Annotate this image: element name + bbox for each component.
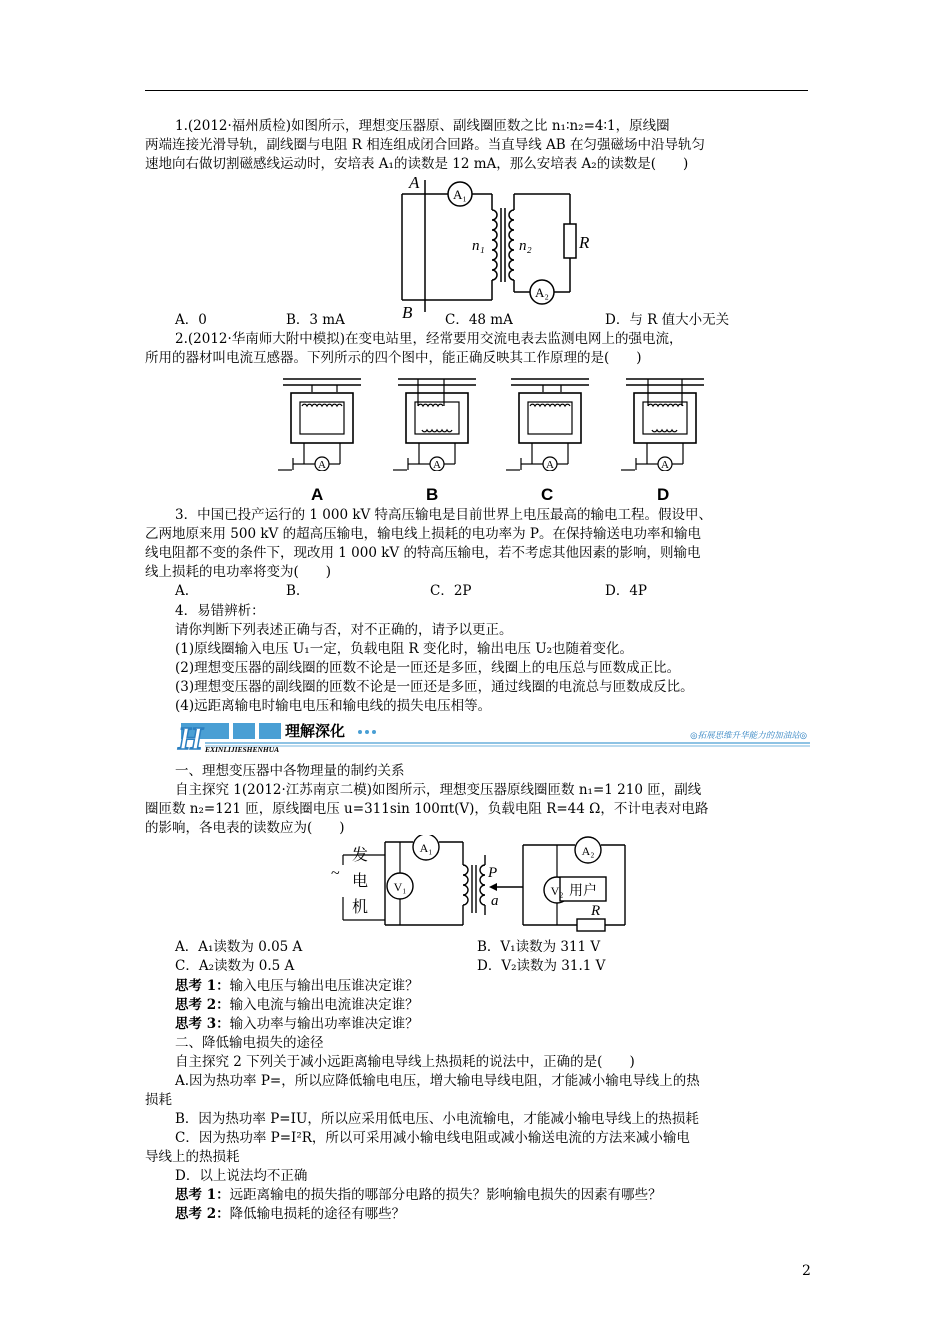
q3-line3: 线电阻都不变的条件下，现改用 1 000 kV 的特高压输电，若不考虑其他因素的影响，则输电 [145, 545, 701, 561]
sec1-label-P: P [488, 865, 498, 881]
q2-label-d: D [657, 485, 670, 504]
header-rule [145, 90, 808, 91]
sec2-think-1-label: 思考 1： [175, 1187, 230, 1203]
q1-option-c: C．48 mA [445, 312, 513, 328]
banner-slogan: ◎拓展思维升华能力的加油站◎ [690, 730, 807, 740]
q3-line1: 3．中国已投产运行的 1 000 kV 特高压输电是目前世界上电压最高的输电工程。假设甲、 [175, 507, 713, 523]
q4-item-4: (4)远距离输电时输电电压和输电线的损失电压相等。 [175, 698, 492, 714]
q1-ammeter-A1: A₁ [453, 187, 467, 202]
q1-ammeter-A2: A₂ [535, 285, 549, 300]
q1-line2: 两端连接光滑导轨，副线圈与电阻 R 相连组成闭合回路。当直导线 AB 在匀强磁场中沿导轨匀 [145, 137, 705, 153]
sec1-option-c: C．A₂读数为 0.5 A [175, 958, 295, 974]
generator-label-3: 机 [352, 899, 369, 916]
sec1-think-1-label: 思考 1： [175, 978, 230, 994]
q1-line1: 1.(2012·福州质检)如图所示，理想变压器原、副线圈匝数之比 n₁∶n₂=4∶1，原线圈 [175, 118, 670, 134]
sec1-think-2-text: 输入电流与输出电流谁决定谁？ [229, 997, 419, 1013]
sec1-label-a: a [491, 893, 499, 909]
section-banner [175, 720, 810, 752]
sec2-option-c-line2: 导线上的热损耗 [145, 1149, 240, 1165]
sec1-think-3 [175, 1015, 419, 1034]
q4-item-3: (3)理想变压器的副线圈的匝数不论是一匝还是多匝，通过线圈的电流总与匝数成反比。 [175, 679, 694, 695]
sec1-ammeter-A2: A₂ [581, 844, 595, 858]
q1-circuit-figure [380, 172, 600, 320]
q1-label-n2: n₂ [519, 238, 532, 254]
banner-pinyin: EXINLIJIESHENHUA [205, 745, 280, 752]
sec2-option-a-line2: 损耗 [145, 1092, 172, 1108]
q1-line3: 速地向右做切割磁感线运动时，安培表 A₁的读数是 12 mA，那么安培表 A₂的读数是( ) [145, 156, 689, 172]
q2-figure-d [620, 376, 710, 471]
q2-meter-a: A [318, 459, 326, 471]
q2-line1: 2.(2012·华南师大附中模拟)在变电站里，经常要用交流电表去监测电网上的强电流， [175, 331, 683, 347]
sec1-think-1-text: 输入电压与输出电压谁决定谁？ [229, 978, 419, 994]
page-number: 2 [802, 1263, 811, 1279]
sec1-heading: 一、理想变压器中各物理量的制约关系 [175, 763, 405, 779]
sec1-option-d: D．V₂读数为 31.1 V [477, 958, 606, 974]
q3-option-b: B. [286, 583, 301, 599]
q2-label-c: C [541, 485, 554, 504]
banner-letter: H [178, 720, 203, 752]
sec2-option-c-line1: C．因为热功率 P=I²R，所以可采用减小输电线电阻或减小输送电流的方法来减小输电 [175, 1130, 690, 1146]
sec2-option-d: D．以上说法均不正确 [175, 1168, 308, 1184]
q4-item-2: (2)理想变压器的副线圈的匝数不论是一匝还是多匝，线圈上的电压总与匝数成正比。 [175, 660, 681, 676]
sec1-voltmeter-V2: V₂ [550, 884, 564, 898]
sec2-option-a-line1: A.因为热功率 P=，所以应降低输电电压，增大输电导线电阻，才能减小输电导线上的热 [175, 1073, 700, 1089]
sec2-think-1-text: 远距离输电的损失指的哪部分电路的损失？影响输电损失的因素有哪些？ [229, 1187, 662, 1203]
sec1-think-3-text: 输入功率与输出功率谁决定谁？ [229, 1016, 419, 1032]
sec2-think-2 [175, 1205, 405, 1224]
q2-meter-c: A [546, 459, 554, 471]
sec1-circuit-figure [325, 835, 635, 940]
generator-label-2: 电 [352, 873, 369, 890]
generator-label-1: 发 [352, 847, 369, 864]
q1-label-n1: n₁ [472, 238, 485, 254]
q2-line2: 所用的器材叫电流互感器。下列所示的四个图中，能正确反映其工作原理的是( ) [145, 350, 642, 366]
q2-meter-d: A [661, 459, 669, 471]
sec1-line3: 的影响，各电表的读数应为( ) [145, 820, 345, 836]
sec2-think-2-text: 降低输电损耗的途径有哪些？ [229, 1206, 406, 1222]
q3-line4: 线上损耗的电功率将变为( ) [145, 564, 332, 580]
q2-label-a: A [311, 485, 324, 504]
sec2-heading: 二、降低输电损失的途径 [175, 1035, 324, 1051]
q1-option-b: B．3 mA [286, 312, 345, 328]
sec1-think-3-label: 思考 3： [175, 1016, 230, 1032]
sec1-option-b: B．V₁读数为 311 V [477, 939, 601, 955]
q4-title: 4．易错辨析： [175, 603, 265, 619]
sec2-stem: 自主探究 2 下列关于减小远距离输电导线上热损耗的说法中，正确的是( ) [175, 1054, 635, 1070]
q1-label-A: A [409, 173, 420, 192]
q1-label-B: B [402, 303, 413, 320]
q1-label-R: R [579, 233, 590, 252]
q2-label-b: B [426, 485, 439, 504]
sec2-think-2-label: 思考 2： [175, 1206, 230, 1222]
sec1-line1: 自主探究 1(2012·江苏南京二模)如图所示，理想变压器原线圈匝数 n₁=1 210 匝，副线 [175, 782, 702, 798]
q3-line2: 乙两地原来用 500 kV 的超高压输电，输电线上损耗的电功率为 P。在保持输送电功率和输电 [145, 526, 701, 542]
q1-option-a: A．0 [175, 312, 207, 328]
sec2-option-b: B．因为热功率 P=IU，所以应采用低电压、小电流输电，才能减小输电导线上的热损耗 [175, 1111, 699, 1127]
sec1-think-2 [175, 996, 419, 1015]
generator-tilde: ~ [331, 865, 340, 882]
q4-item-1: (1)原线圈输入电压 U₁一定，负载电阻 R 变化时，输出电压 U₂也随着变化。 [175, 641, 634, 657]
sec1-think-2-label: 思考 2： [175, 997, 230, 1013]
sec1-user-box: 用户 [569, 884, 597, 899]
q3-option-a: A. [175, 583, 190, 599]
q2-figure-a [277, 376, 367, 471]
q3-option-c: C．2P [430, 583, 472, 599]
sec2-think-1 [175, 1186, 662, 1205]
q1-option-d: D．与 R 值大小无关 [605, 312, 730, 328]
q3-option-d: D．4P [605, 583, 647, 599]
q2-meter-b: A [433, 459, 441, 471]
q2-figure-b [392, 376, 482, 471]
sec1-ammeter-A1: A₁ [419, 841, 433, 855]
sec1-line2: 圈匝数 n₂=121 匝，原线圈电压 u=311sin 100πt(V)，负载电阻 R=44 Ω，不计电表对电路 [145, 801, 709, 817]
q2-figure-c [505, 376, 595, 471]
sec1-label-R: R [591, 903, 601, 919]
sec1-voltmeter-V1: V₁ [393, 880, 407, 894]
sec1-think-1 [175, 977, 419, 996]
q4-intro: 请你判断下列表述正确与否，对不正确的，请予以更正。 [175, 622, 513, 638]
sec1-option-a: A．A₁读数为 0.05 A [175, 939, 303, 955]
banner-title: 理解深化 [285, 724, 346, 740]
